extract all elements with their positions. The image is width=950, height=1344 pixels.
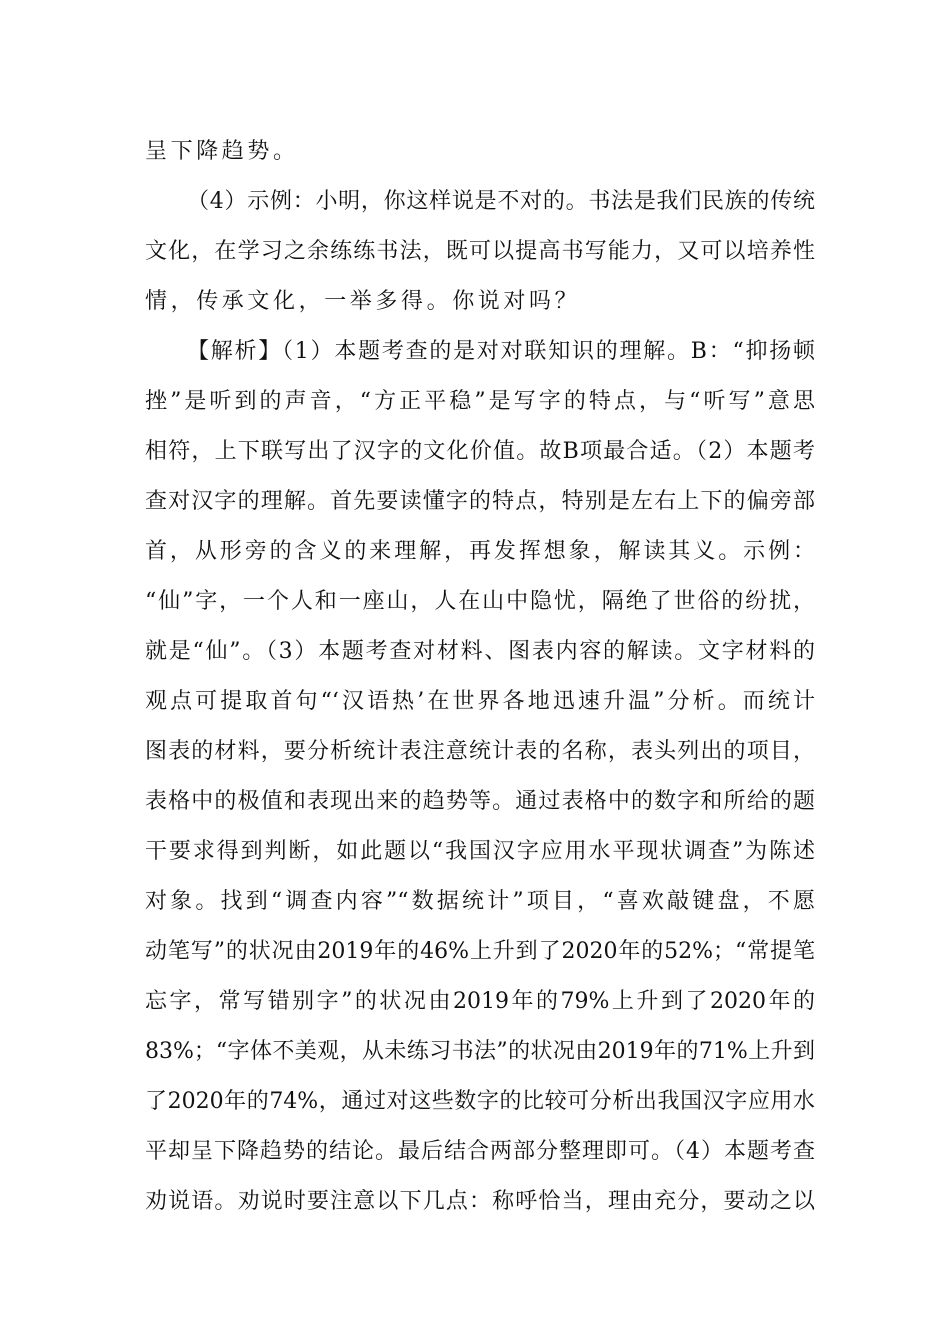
- text-line-7: 相符，上下联写出了汉字的文化价值。故B项最合适。（2）本题考: [145, 439, 815, 464]
- text-line-21: 平却呈下降趋势的结论。最后结合两部分整理即可。（4）本题考查: [145, 1139, 815, 1164]
- text-line-12: 观点可提取首句“‘汉语热’在世界各地迅速升温”分析。而统计: [145, 689, 815, 714]
- text-line-10: “仙”字，一个人和一座山，人在山中隐忧，隔绝了世俗的纷扰，: [145, 589, 815, 614]
- text-line-20: 了2020年的74%，通过对这些数字的比较可分析出我国汉字应用水: [145, 1089, 815, 1114]
- text-line-5: 【解析】（1）本题考查的是对对联知识的理解。B：“抑扬顿: [187, 339, 815, 364]
- text-line-8: 查对汉字的理解。首先要读懂字的特点，特别是左右上下的偏旁部: [145, 489, 815, 514]
- text-line-9: 首，从形旁的含义的来理解，再发挥想象，解读其义。示例：: [145, 539, 815, 564]
- text-line-13: 图表的材料，要分析统计表注意统计表的名称，表头列出的项目，: [145, 739, 815, 764]
- text-line-2: （4）示例：小明，你这样说是不对的。书法是我们民族的传统: [187, 189, 815, 214]
- text-line-1: 呈下降趋势。: [145, 139, 299, 164]
- text-line-15: 干要求得到判断，如此题以“我国汉字应用水平现状调查”为陈述: [145, 839, 815, 864]
- text-line-14: 表格中的极值和表现出来的趋势等。通过表格中的数字和所给的题: [145, 789, 815, 814]
- text-line-19: 83%；“字体不美观，从未练习书法”的状况由2019年的71%上升到: [145, 1039, 815, 1064]
- text-line-11: 就是“仙”。（3）本题考查对材料、图表内容的解读。文字材料的: [145, 639, 815, 664]
- text-line-16: 对象。找到“调查内容”“数据统计”项目，“喜欢敲键盘，不愿: [145, 889, 815, 914]
- text-line-22: 劝说语。劝说时要注意以下几点：称呼恰当，理由充分，要动之以: [145, 1189, 815, 1214]
- text-line-3: 文化，在学习之余练练书法，既可以提高书写能力，又可以培养性: [145, 239, 815, 264]
- text-line-17: 动笔写”的状况由2019年的46%上升到了2020年的52%；“常提笔: [145, 939, 815, 964]
- text-line-6: 挫”是听到的声音，“方正平稳”是写字的特点，与“听写”意思: [145, 389, 815, 414]
- text-line-18: 忘字，常写错别字”的状况由2019年的79%上升到了2020年的: [145, 989, 815, 1014]
- text-line-4: 情，传承文化，一举多得。你说对吗？: [145, 289, 581, 314]
